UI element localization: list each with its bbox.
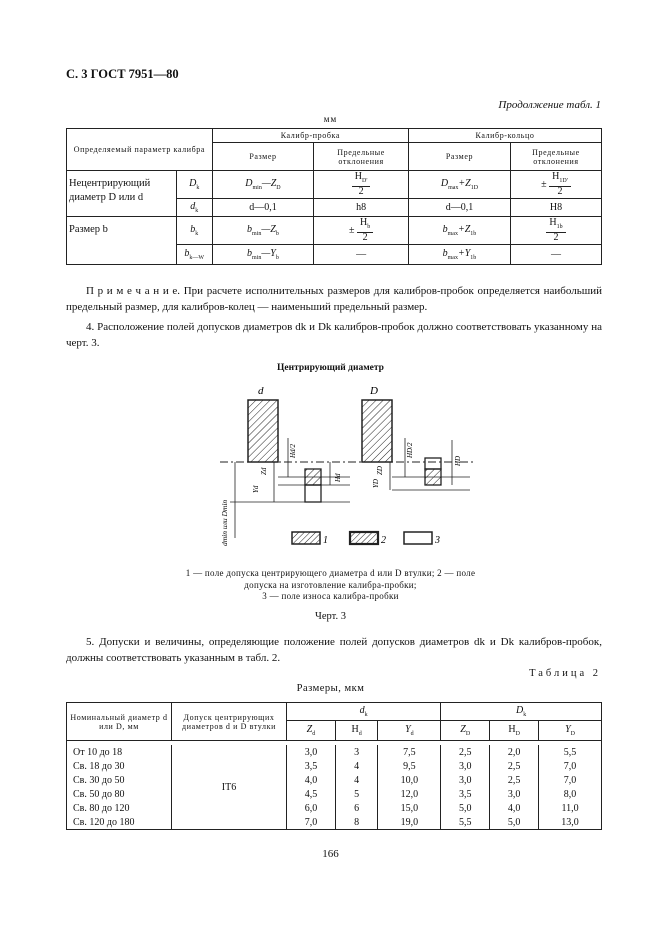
t2-sub-col: $Y_D$ (539, 721, 602, 741)
table1-units: мм (323, 114, 338, 124)
table2-units: Размеры, мкм (296, 683, 365, 694)
label-axis: dmin или Dmin (220, 499, 229, 546)
table2 (66, 702, 602, 830)
t1-ring-limits: Предельные отклонения (510, 143, 601, 171)
t2-tol-value: IT6 (172, 745, 287, 830)
label-Hd: Hd (334, 473, 342, 482)
t1-cell: ± $\frac{H_b}{2}$ (314, 217, 409, 245)
t2-sub-col: $Z_D$ (441, 721, 490, 741)
table-row: Св. 120 до 180 7,0 8 19,0 5,5 5,0 13,0 (67, 815, 602, 830)
legend-label-1: 1 (323, 535, 328, 546)
t1-cell: d—0,1 (212, 199, 313, 217)
t1-cell: $b_{min}—Z_b$ (212, 217, 313, 245)
t2-sub-col: $H_d$ (335, 721, 378, 741)
t2-group-D: $D_k$ (441, 703, 602, 721)
note-paragraph: П р и м е ч а н и е. При расчете исполнительных размеров для калибров-пробок определяется наибольший предельный размер, для калибров-колец — наименьший предельный размер. (66, 285, 602, 313)
paragraph-5: 5. Допуски и величины, определяющие положение полей допусков диаметров dk и Dk калибров-пробок, должны соответствовать указанным в табл. 2. (66, 636, 602, 664)
t2-sub-col: $Y_d$ (378, 721, 441, 741)
legend-swatch-3 (404, 532, 432, 544)
label-Hd2: Hd/2 (289, 444, 297, 458)
t1-col-plug: Калибр-пробка (212, 129, 408, 143)
table-row: Св. 80 до 120 6,0 6 15,0 5,0 4,0 11,0 (67, 801, 602, 815)
t1-param-b: Размер b (67, 217, 177, 265)
t2-col-tol: Допуск центрирующих диаметров d и D втулки (172, 703, 287, 741)
t2-col-nom: Номинальный диаметр d или D, мм (67, 703, 172, 741)
label-D: D (370, 385, 378, 397)
t1-sym: $b_k$ (176, 217, 212, 245)
t1-cell: $D_{min}—Z_D$ (212, 171, 313, 199)
table-row: Св. 50 до 80 4,5 5 12,0 3,5 3,0 8,0 (67, 787, 602, 801)
wear-field-D (425, 458, 441, 469)
legend-swatch-1 (292, 532, 320, 544)
t1-cell: ± $\frac{H_{1D'}}{2}$ (510, 171, 601, 199)
label-YD: YD (372, 479, 380, 488)
page-number: 166 (322, 848, 339, 860)
t1-sym: $d_k$ (176, 199, 212, 217)
label-HD2: HD/2 (406, 442, 414, 458)
t1-cell: h8 (314, 199, 409, 217)
table-continuation: Продолжение табл. 1 (498, 99, 601, 111)
t1-col-param: Определяемый параметр калибра (67, 129, 213, 171)
t1-cell: H8 (510, 199, 601, 217)
table-row: Св. 18 до 30 3,5 4 9,5 3,0 2,5 7,0 (67, 759, 602, 773)
paragraph-4: 4. Расположение полей допусков диаметров dk и Dk калибров-пробок должно соответствовать указанному на черт. 3. (66, 321, 602, 349)
figure-title: Центрирующий диаметр (277, 363, 384, 373)
label-HD: HD (454, 455, 462, 466)
t1-plug-size: Размер (212, 143, 313, 171)
legend-description: 1 — поле допуска центрирующего диаметра d или D втулки; 2 — поле допуска на изготовление калибра-пробки; 3 — поле износа калибра-пробки (185, 568, 476, 601)
t1-cell: — (314, 245, 409, 265)
t1-plug-limits: Предельные отклонения (314, 143, 409, 171)
t1-cell: $b_{max}+Y_{1b}$ (409, 245, 511, 265)
hub-field-d (248, 400, 278, 462)
figure-caption: Черт. 3 (315, 611, 346, 622)
table1 (66, 128, 602, 265)
t2-sub-col: $H_D$ (490, 721, 539, 741)
t1-cell: $D_{max}+Z_{1D}$ (409, 171, 511, 199)
label-Zd: Zd (260, 467, 268, 475)
t2-sub-col: $Z_d$ (287, 721, 336, 741)
t1-param-nd: Нецентрирующий диаметр D или d (67, 171, 177, 217)
table-row: От 10 до 18 IT6 3,0 3 7,5 2,5 2,0 5,5 (67, 745, 602, 759)
t1-cell: $b_{max}+Z_{1b}$ (409, 217, 511, 245)
figure-legend (280, 528, 455, 550)
label-d: d (258, 385, 264, 397)
table2-label: Таблица 2 (529, 668, 601, 679)
t1-cell: $\frac{H_{1b}}{2}$ (510, 217, 601, 245)
wear-field-d (305, 485, 321, 502)
t2-group-d: $d_k$ (287, 703, 441, 721)
label-Yd: Yd (252, 485, 260, 493)
t1-cell: d—0,1 (409, 199, 511, 217)
t1-cell: $\frac{H_{D'}}{2}$ (314, 171, 409, 199)
label-ZD: ZD (376, 466, 384, 475)
t1-cell: $b_{min}—Y_b$ (212, 245, 313, 265)
legend-swatch-2 (350, 532, 378, 544)
t1-cell: — (510, 245, 601, 265)
legend-label-3: 3 (435, 535, 440, 546)
t1-col-ring: Калибр-кольцо (409, 129, 602, 143)
table-row: Св. 30 до 50 4,0 4 10,0 3,0 2,5 7,0 (67, 773, 602, 787)
legend-label-2: 2 (381, 535, 386, 546)
t1-sym: $b_{k—W}$ (176, 245, 212, 265)
t1-ring-size: Размер (409, 143, 511, 171)
t1-sym: $D_k$ (176, 171, 212, 199)
page-header: С. 3 ГОСТ 7951—80 (66, 67, 179, 81)
hub-field-D (362, 400, 392, 462)
